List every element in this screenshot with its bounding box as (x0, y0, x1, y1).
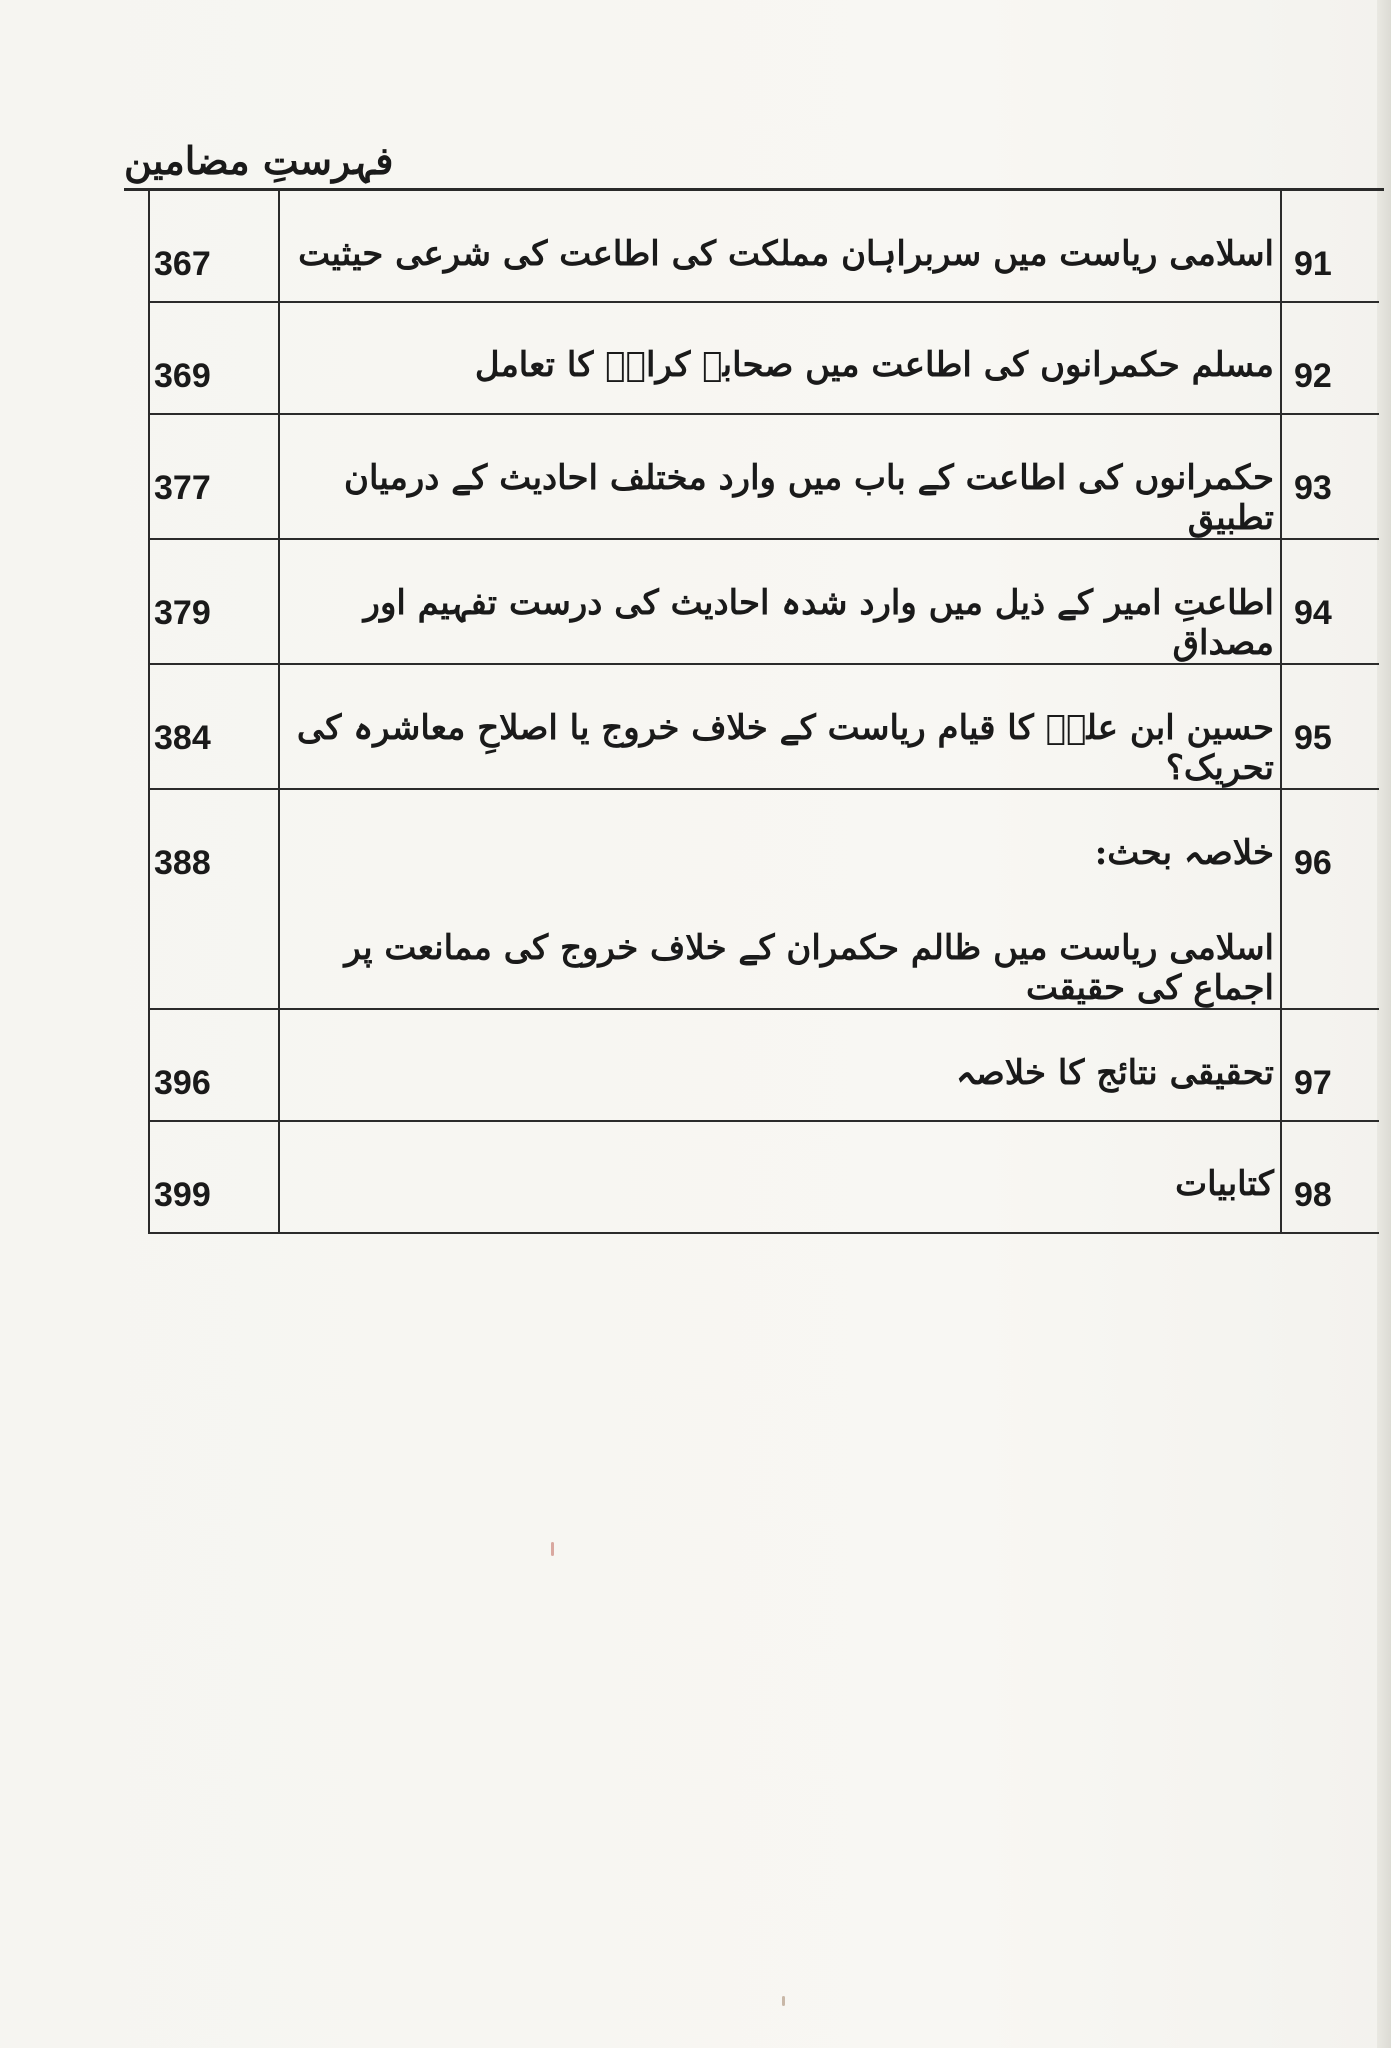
toc-entry-title: کتابیات (279, 1121, 1281, 1233)
toc-entry-number: 91 (1281, 191, 1379, 302)
toc-row[interactable] (149, 664, 1379, 789)
toc-page-number: 384 (149, 664, 279, 789)
toc-row[interactable] (149, 789, 1379, 1009)
toc-entry-title: اطاعتِ امیر کے ذیل میں وارد شدہ احادیث کی درست تفہیم اور مصداق (279, 539, 1281, 664)
toc-entry-title: حکمرانوں کی اطاعت کے باب میں وارد مختلف احادیث کے درمیان تطبیق (279, 414, 1281, 539)
toc-row[interactable] (149, 414, 1379, 539)
toc-page-number: 379 (149, 539, 279, 664)
toc-row[interactable] (149, 1121, 1379, 1233)
toc-entry-title-block (279, 789, 1281, 1009)
toc-entry-number: 93 (1281, 414, 1379, 539)
paper-speck (551, 1542, 554, 1556)
toc-row[interactable] (149, 302, 1379, 414)
toc-page-number: 377 (149, 414, 279, 539)
toc-entry-number: 97 (1281, 1009, 1379, 1121)
page-title: فہرستِ مضامین (124, 138, 394, 183)
toc-entry-number: 92 (1281, 302, 1379, 414)
toc-entry-number: 95 (1281, 664, 1379, 789)
toc-entry-title: مسلم حکمرانوں کی اطاعت میں صحابہ کرامؓ کا تعامل (279, 302, 1281, 414)
toc-entry-title: حسین ابن علیؓ کا قیام ریاست کے خلاف خروج یا اصلاحِ معاشرہ کی تحریک؟ (279, 664, 1281, 789)
toc-row[interactable] (149, 539, 1379, 664)
toc-page-number: 399 (149, 1121, 279, 1233)
toc-entry-title: اسلامی ریاست میں سربراہان مملکت کی اطاعت کی شرعی حیثیت (279, 191, 1281, 302)
toc-table (148, 191, 1379, 1234)
toc-page-number: 369 (149, 302, 279, 414)
toc-entry-title: خلاصہ بحث: (1094, 833, 1274, 873)
toc-entry-subtitle: اسلامی ریاست میں ظالم حکمران کے خلاف خروج کی ممانعت پر اجماع کی حقیقت (344, 928, 1274, 1008)
toc-page-number: 388 (149, 789, 279, 1009)
toc-entry-number: 94 (1281, 539, 1379, 664)
toc-entry-number: 96 (1281, 789, 1379, 1009)
toc-row[interactable] (149, 191, 1379, 302)
paper-speck (782, 1996, 785, 2006)
toc-row[interactable] (149, 1009, 1379, 1121)
toc-entry-number: 98 (1281, 1121, 1379, 1233)
toc-page-number: 396 (149, 1009, 279, 1121)
toc-page-number: 367 (149, 191, 279, 302)
toc-entry-title: تحقیقی نتائج کا خلاصہ (279, 1009, 1281, 1121)
page-edge-shadow (1377, 0, 1391, 2048)
